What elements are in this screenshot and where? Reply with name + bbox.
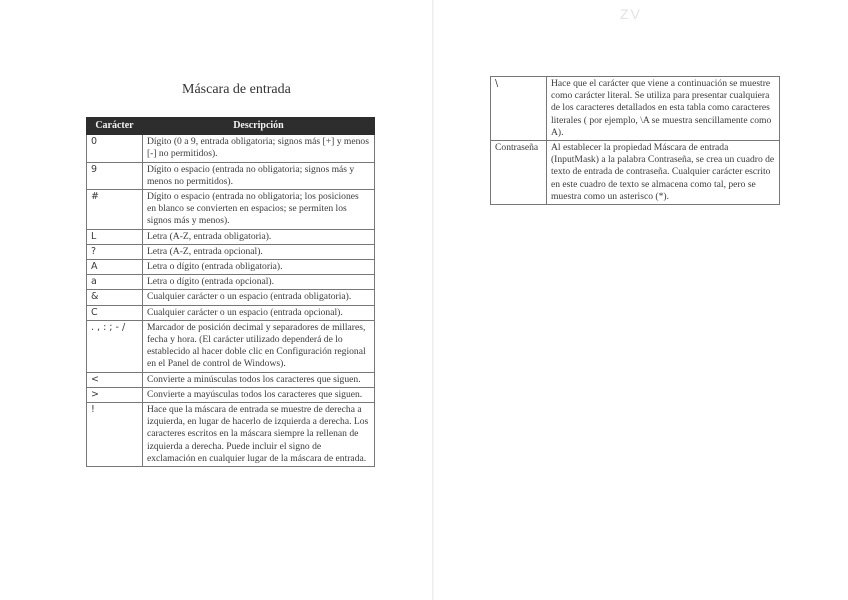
desc-cell: Letra o dígito (entrada obligatoria). [142,260,374,275]
char-cell: \ [491,77,547,141]
desc-cell: Hace que el carácter que viene a continuación se muestre como carácter literal. Se utiliza para presentar cualquiera de los caracteres detallados en esta tabla como caracteres literales ( por ejemplo, \A se muestra sencillamente como A). [546,77,779,141]
desc-cell: Dígito (0 a 9, entrada obligatoria; signos más [+] y menos [-] no permitidos). [142,135,374,162]
desc-cell: Marcador de posición decimal y separadores de millares, fecha y hora. (El carácter utilizado dependerá de lo establecido al hacer doble clic en Configuración regional en el Panel de control de Windows). [142,320,374,372]
input-mask-table [86,117,375,467]
char-cell: A [87,260,143,275]
table-row [87,275,375,290]
table-row [87,260,375,275]
char-cell: C [87,305,143,320]
desc-cell: Dígito o espacio (entrada no obligatoria; signos más y menos no permitidos). [142,162,374,189]
char-cell: 0 [87,135,143,162]
table-row [87,135,375,162]
table-row [87,372,375,387]
char-cell: Contraseña [491,141,547,205]
desc-cell: Al establecer la propiedad Máscara de entrada (InputMask) a la palabra Contraseña, se crea un cuadro de texto de entrada de contraseña. Cualquier carácter escrito en este cuadro de texto se almacena como tal, pero se muestra como un asterisco (*). [546,141,779,205]
column-header-caracter: Carácter [87,118,143,135]
desc-cell: Letra (A-Z, entrada obligatoria). [142,229,374,244]
table-row [491,77,780,141]
column-header-descripcion: Descripción [142,118,374,135]
char-cell: & [87,290,143,305]
desc-cell: Dígito o espacio (entrada no obligatoria; los posiciones en blanco se convierten en espacios; se permiten los signos más y menos). [142,190,374,230]
input-mask-table-continued [490,76,780,205]
table-row [87,403,375,467]
table-row [87,320,375,372]
desc-cell: Letra (A-Z, entrada opcional). [142,244,374,259]
page-title: Máscara de entrada [182,82,291,97]
page-fold [432,0,434,600]
table-header-row [87,118,375,135]
table-row [87,305,375,320]
desc-cell: Letra o dígito (entrada opcional). [142,275,374,290]
desc-cell: Cualquier carácter o un espacio (entrada opcional). [142,305,374,320]
bleed-through-header: ZV [620,6,642,22]
table-row [87,229,375,244]
char-cell: a [87,275,143,290]
table-row [87,290,375,305]
char-cell: # [87,190,143,230]
desc-cell: Convierte a mayúsculas todos los caracteres que siguen. [142,387,374,402]
char-cell: . , : ; - / [87,320,143,372]
desc-cell: Hace que la máscara de entrada se muestre de derecha a izquierda, en lugar de hacerlo de izquierda a derecha. Los caracteres escritos en la máscara siempre la rellenan de izquierda a derecha. Puede incluir el signo de exclamación en cualquier lugar de la máscara de entrada. [142,403,374,467]
desc-cell: Cualquier carácter o un espacio (entrada obligatoria). [142,290,374,305]
char-cell: < [87,372,143,387]
char-cell: 9 [87,162,143,189]
table-row [87,190,375,230]
char-cell: > [87,387,143,402]
table-row [87,162,375,189]
char-cell: ! [87,403,143,467]
char-cell: L [87,229,143,244]
table-row [87,387,375,402]
table-row [87,244,375,259]
table-row [491,141,780,205]
desc-cell: Convierte a minúsculas todos los caracteres que siguen. [142,372,374,387]
char-cell: ? [87,244,143,259]
